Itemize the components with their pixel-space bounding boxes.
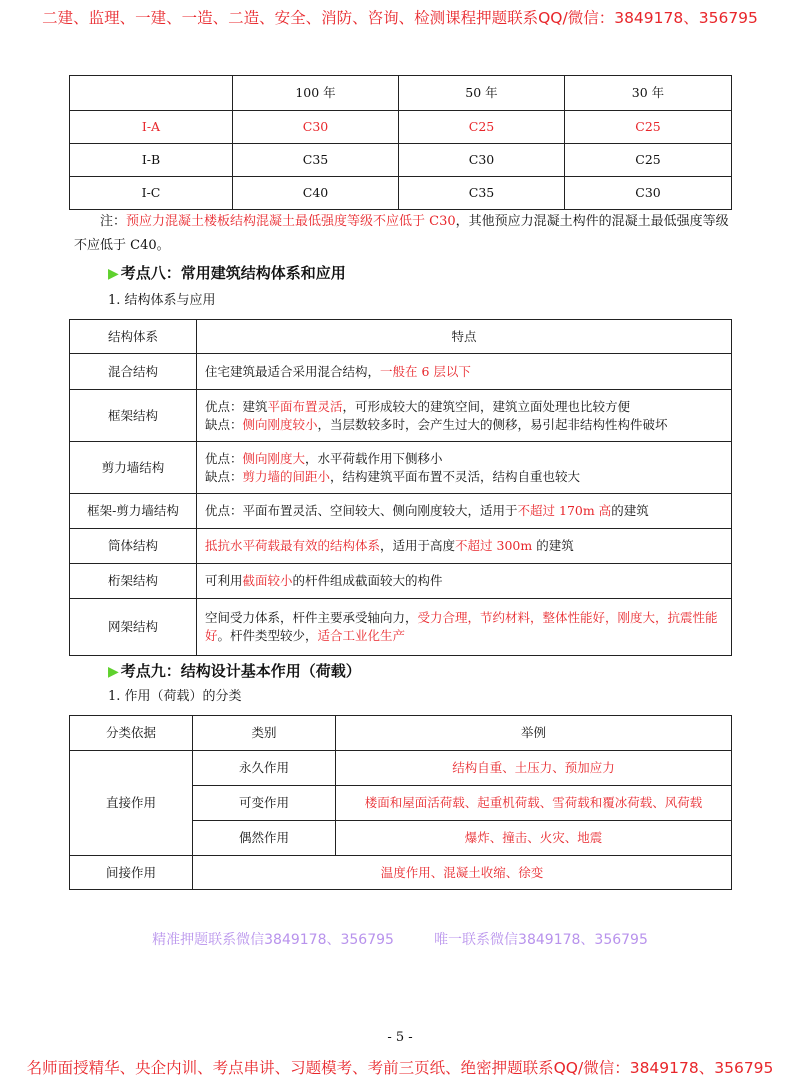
header-cell: 30 年	[565, 76, 732, 111]
page-number: - 5 -	[387, 1030, 413, 1045]
text-segment: ，结构建筑平面布置不灵活，结构自重也较大	[330, 468, 581, 484]
table-cell: I-A	[70, 111, 233, 144]
text-segment: 的杆件组成截面较大的构件	[292, 573, 443, 588]
header-cell	[70, 76, 233, 111]
header-cell: 分类依据	[70, 716, 193, 751]
table-cell: C30	[399, 144, 565, 177]
structure-name: 混合结构	[70, 354, 197, 390]
table-cell: C40	[233, 177, 399, 210]
structure-features	[197, 564, 732, 599]
triangle-bullet-icon: ▶	[108, 664, 119, 680]
structure-name: 框架-剪力墙结构	[70, 494, 197, 529]
structure-features	[197, 599, 732, 656]
feature-line	[205, 572, 723, 590]
text-segment: 的建筑	[611, 503, 649, 518]
table-row	[70, 599, 732, 656]
table-row	[70, 144, 732, 177]
table-cell: C35	[233, 144, 399, 177]
text-segment: ，可形成较大的建筑空间，建筑立面处理也比较方便	[342, 398, 631, 414]
table-row	[70, 111, 732, 144]
load-example: 结构自重、土压力、预加应力	[336, 751, 732, 786]
table-cell: C25	[565, 144, 732, 177]
section-title: 考点九：结构设计基本作用（荷载）	[120, 662, 361, 680]
watermark: 精准押题联系微信3849178、356795	[152, 932, 394, 948]
feature-line	[205, 537, 723, 555]
feature-line	[205, 450, 723, 468]
text-segment: ，适用于高度	[380, 538, 456, 553]
footer-banner: 名师面授精华、央企内训、考点串讲、习题模考、考前三页纸、绝密押题联系QQ/微信：3849178、356795	[26, 1059, 774, 1077]
text-segment: 缺点：	[205, 468, 243, 484]
structure-name: 剪力墙结构	[70, 442, 197, 494]
text-segment: 适合工业化生产	[317, 628, 406, 643]
text-segment: 剪力墙的间距小	[242, 468, 331, 484]
structure-features	[197, 442, 732, 494]
load-example: 温度作用、混凝土收缩、徐变	[193, 856, 732, 890]
structure-name: 桁架结构	[70, 564, 197, 599]
structure-system-table	[69, 319, 732, 656]
feature-line	[205, 416, 723, 434]
table-row	[70, 177, 732, 210]
text-segment: 不超过 170m 高	[517, 503, 612, 518]
feature-line	[205, 363, 723, 381]
table-cell: C30	[233, 111, 399, 144]
text-segment: 。杆件类型较少，	[217, 628, 318, 643]
table-row	[70, 529, 732, 564]
structure-name: 筒体结构	[70, 529, 197, 564]
table-row	[70, 856, 732, 890]
table-cell: C35	[399, 177, 565, 210]
header-cell: 100 年	[233, 76, 399, 111]
feature-line	[205, 502, 723, 520]
load-type: 偶然作用	[193, 821, 336, 856]
structure-features	[197, 390, 732, 442]
table-cell: I-C	[70, 177, 233, 210]
text-segment: 优点：	[205, 450, 243, 466]
watermark-row	[0, 930, 800, 950]
category-direct: 直接作用	[70, 751, 193, 856]
text-segment: 一般在 6 层以下	[380, 363, 471, 379]
feature-line	[205, 609, 723, 645]
section-subtitle-9: 1. 作用（荷载）的分类	[108, 689, 242, 704]
table-header-row	[70, 320, 732, 354]
text-segment: ，水平荷载作用下侧移小	[305, 450, 443, 466]
structure-name: 框架结构	[70, 390, 197, 442]
text-segment: 平面布置灵活	[267, 398, 343, 414]
text-segment: 缺点：	[205, 416, 243, 432]
text-segment: 截面较小	[242, 573, 293, 588]
header-cell: 结构体系	[70, 320, 197, 354]
text-segment: 侧向刚度较小	[242, 416, 318, 432]
header-banner: 二建、监理、一建、一造、二造、安全、消防、咨询、检测课程押题联系QQ/微信：3849178、356795	[42, 9, 758, 27]
text-segment: ，当层数较多时，会产生过大的侧移，易引起非结构性构件破坏	[317, 416, 668, 432]
text-segment: 可利用	[205, 573, 243, 588]
table-cell: I-B	[70, 144, 233, 177]
load-example: 爆炸、撞击、火灾、地震	[336, 821, 732, 856]
load-type: 可变作用	[193, 786, 336, 821]
text-segment: 空间受力体系，杆件主要承受轴向力，	[205, 610, 418, 625]
structure-name: 网架结构	[70, 599, 197, 656]
watermark: 唯一联系微信3849178、356795	[434, 932, 648, 948]
header-cell: 50 年	[399, 76, 565, 111]
load-classification-table	[69, 715, 732, 890]
header-cell: 特点	[197, 320, 732, 354]
table-cell: C25	[565, 111, 732, 144]
feature-line	[205, 398, 723, 416]
table-row	[70, 564, 732, 599]
text-segment: 住宅建筑最适合采用混合结构，	[205, 363, 381, 379]
text-segment: 优点：平面布置灵活、空间较大、侧向刚度较大，适用于	[205, 503, 518, 518]
table-cell: C25	[399, 111, 565, 144]
table-row	[70, 751, 732, 786]
text-segment: 不超过 300m	[455, 538, 533, 553]
concrete-grade-table	[69, 75, 732, 210]
text-segment: 受力合理，节约材料，整体性能好，刚度大，抗震性能好	[205, 610, 718, 643]
text-segment: ，其他预应力混凝土构件的混凝土最低强度等级不应低于 C40。	[74, 214, 729, 253]
load-type: 永久作用	[193, 751, 336, 786]
table-row	[70, 494, 732, 529]
structure-features	[197, 494, 732, 529]
note-paragraph	[74, 210, 734, 258]
table-row	[70, 390, 732, 442]
feature-line	[205, 468, 723, 486]
text-segment: 注：	[100, 214, 127, 229]
section-subtitle-8: 1. 结构体系与应用	[108, 293, 216, 308]
structure-features	[197, 354, 732, 390]
text-segment: 侧向刚度大	[242, 450, 306, 466]
table-cell: C30	[565, 177, 732, 210]
category-indirect: 间接作用	[70, 856, 193, 890]
text-segment: 的建筑	[532, 538, 574, 553]
structure-features	[197, 529, 732, 564]
table-header-row	[70, 76, 732, 111]
text-segment: 优点：建筑	[205, 398, 268, 414]
text-segment: 预应力混凝土楼板结构混凝土最低强度等级不应低于 C30	[126, 214, 456, 229]
section-title: 考点八：常用建筑结构体系和应用	[120, 264, 346, 282]
triangle-bullet-icon: ▶	[108, 266, 119, 282]
header-cell: 举例	[336, 716, 732, 751]
load-example: 楼面和屋面活荷载、起重机荷载、雪荷载和覆冰荷载、风荷载	[336, 786, 732, 821]
section-heading-8	[108, 262, 800, 285]
section-heading-9	[108, 660, 800, 683]
text-segment: 抵抗水平荷载最有效的结构体系	[205, 538, 381, 553]
table-header-row	[70, 716, 732, 751]
header-cell: 类别	[193, 716, 336, 751]
table-row	[70, 354, 732, 390]
table-row	[70, 442, 732, 494]
